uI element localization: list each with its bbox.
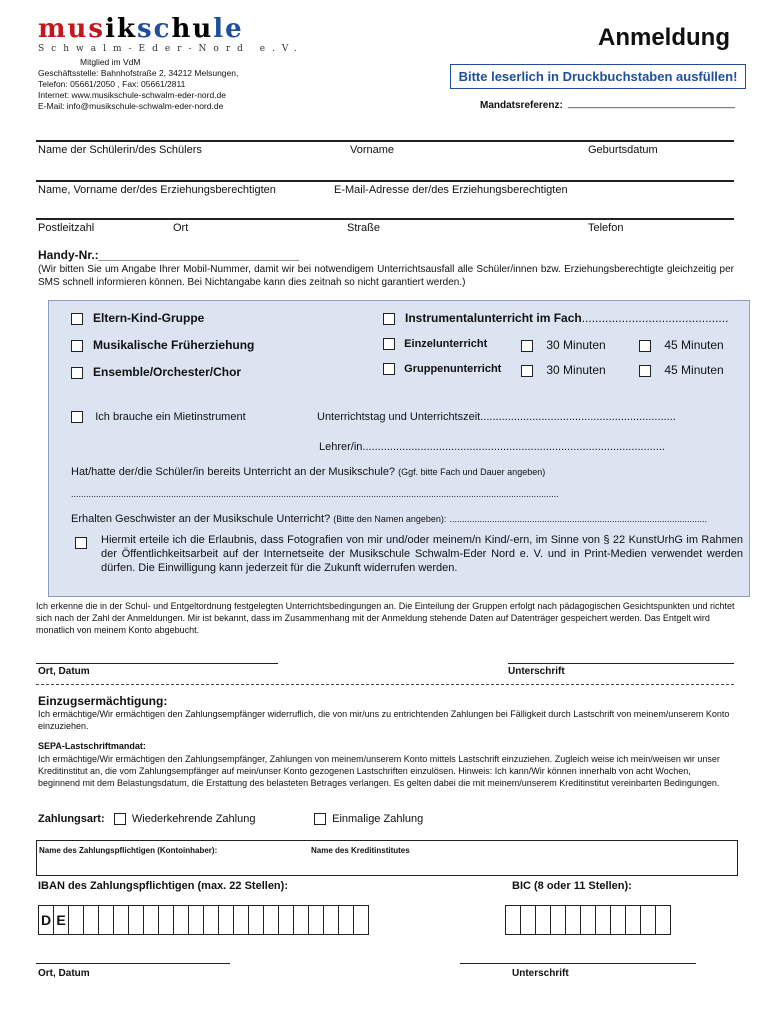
teacher-field[interactable] [319,441,665,453]
iban-cell[interactable] [129,906,144,934]
bic-cell[interactable] [521,906,536,934]
label-guardian: Name, Vorname der/des Erziehungsberechtigten [38,184,276,196]
option-label: Ensemble/Orchester/Chor [93,365,242,379]
bic-cell[interactable] [626,906,641,934]
iban-cell[interactable] [219,906,234,934]
checkbox-icon[interactable] [639,340,651,352]
option-label: Eltern-Kind-Gruppe [93,311,205,325]
option-instrumental[interactable] [383,311,728,325]
prior-lessons-fill-line[interactable]: ................................................................................................................................................................................................... [71,489,559,499]
iban-cell[interactable] [264,906,279,934]
option-frueherziehung[interactable] [71,338,254,352]
question-text: Hat/hatte der/die Schüler/in bereits Unterricht an der Musikschule? [71,466,396,478]
terms-text: Ich erkenne die in der Schul- und Entgeltordnung festgelegten Unterrichtsbedingungen an. Die Einteilung der Gruppen erfolgt nach pädagogischen Gesichtspunkten und richtet sich nach der Zahl der Anmeldungen. Mir ist bekannt, dass im Zusammenhang mit der Anmeldung stehende Daten auf Datenträger gespeichert werden. Das Entgelt wird monatlich von meinem Konto abgebucht. [36,601,735,635]
iban-cell[interactable] [174,906,189,934]
option-label: 45 Minuten [664,338,724,352]
fill-line[interactable]: ....................................................................................................... [449,514,707,524]
logo-text-4: hu [171,14,214,44]
checkbox-icon[interactable] [639,365,651,377]
iban-cell[interactable] [144,906,159,934]
option-einzel-30[interactable] [521,338,606,352]
bic-cell[interactable] [551,906,566,934]
divider [36,218,734,220]
option-label: Gruppenunterricht [404,363,502,375]
option-label: 30 Minuten [546,363,606,377]
checkbox-icon[interactable] [521,365,533,377]
field-label: Lehrer/in [319,441,363,453]
office-address: Geschäftsstelle: Bahnhofstraße 2, 34212 Melsungen, [38,68,239,78]
single-payment-label: Einmalige Zahlung [332,813,424,825]
option-gruppe-30[interactable] [521,363,606,377]
logo-text-2: ik [105,14,137,44]
option-ensemble[interactable] [71,365,241,379]
checkbox-icon[interactable] [71,313,83,325]
checkbox-icon[interactable] [314,813,326,825]
label-first-name: Vorname [350,144,395,156]
option-label: Instrumentalunterricht im Fach [405,311,582,325]
office-phone: Telefon: 05661/2050 , Fax: 05661/2811 [38,79,186,89]
member-note: Mitglied im VdM [80,57,141,67]
course-selection-panel [48,300,750,597]
label-city: Ort [173,222,189,234]
page-title: Anmeldung [598,24,730,51]
iban-cell[interactable] [354,906,368,934]
bic-label: BIC (8 oder 11 Stellen): [512,880,632,892]
iban-cell[interactable] [69,906,84,934]
sepa-mandate-heading: SEPA-Lastschriftmandat: [38,741,146,751]
fill-line[interactable]: ................................................................ [480,411,676,423]
label-phone: Telefon [588,222,624,234]
signature-label: Unterschrift [512,968,569,979]
checkbox-icon[interactable] [71,411,83,423]
option-eltern-kind[interactable] [71,311,204,325]
iban-cell[interactable] [279,906,294,934]
bank-label: Name des Kreditinstitutes [311,846,410,855]
logo-text-1: mus [38,14,106,44]
iban-cell[interactable] [84,906,99,934]
notice-box: Bitte leserlich in Druckbuchstaben ausfüllen! [450,64,746,89]
iban-cell[interactable]: D [39,906,54,934]
photo-consent-text: Hiermit erteile ich die Erlaubnis, dass Fotografien von mir und/oder meinem/n Kind/-ern, im Sinne von § 22 KunstUrhG im Rahmen der Öffentlichkeitsarbeit auf der Internetseite der Musikschule Schwalm-Eder Nord e. V. und in Print-Medien verwendet werden dürfen. Die Einwilligung kann jederzeit für die Zukunft widerrufen werden. [101,534,743,574]
payment-type-label: Zahlungsart: [38,813,105,825]
label-birthdate: Geburtsdatum [588,144,658,156]
iban-cell[interactable] [189,906,204,934]
bic-cell[interactable] [536,906,551,934]
iban-cell[interactable] [99,906,114,934]
instrument-fill-line[interactable]: ............................................ [581,311,729,325]
mobile-note: (Wir bitten Sie um Angabe Ihrer Mobil-Nummer, damit wir bei notwendigem Unterrichtsausfall alle Schüler/innen bzw. Erziehungsberechtigte gleichzeitig per SMS schnell informieren können. Bei Nichtangabe kann dies zeitnah so nicht garantiert werden.) [38,264,734,288]
account-holder-box[interactable] [36,840,738,876]
option-rent-instrument[interactable] [71,411,246,423]
signature-line[interactable] [36,663,278,664]
iban-cell[interactable] [294,906,309,934]
mandate-input-line[interactable]: ______________________________ [568,98,735,109]
logo-text-5: le [213,14,244,44]
option-label: Einzelunterricht [404,338,488,350]
checkbox-icon[interactable] [75,537,87,549]
lesson-day-field[interactable] [317,411,676,423]
field-label: Unterrichtstag und Unterrichtszeit [317,411,481,423]
checkbox-icon[interactable] [383,313,395,325]
bic-cell[interactable] [581,906,596,934]
option-gruppe-45[interactable] [639,363,724,377]
iban-cell[interactable] [204,906,219,934]
cut-line [36,684,734,685]
bic-cell[interactable] [641,906,656,934]
siblings-question [71,513,707,525]
photo-consent-checkbox[interactable] [75,535,87,549]
place-date-label: Ort, Datum [38,666,90,677]
divider [36,180,734,182]
iban-cell[interactable] [309,906,324,934]
iban-input[interactable] [38,905,369,935]
signature-line[interactable] [36,963,230,964]
question-hint: (Bitte den Namen angeben): [333,514,447,524]
option-label: 30 Minuten [546,338,606,352]
signature-line[interactable] [508,663,734,664]
iban-label: IBAN des Zahlungspflichtigen (max. 22 Stellen): [38,880,288,892]
fill-line[interactable]: ................................................................................................... [362,441,665,453]
checkbox-icon[interactable] [71,367,83,379]
divider [36,140,734,142]
iban-cell[interactable] [234,906,249,934]
mobile-field[interactable]: Handy-Nr.:______________________________ [38,248,299,262]
sepa-authorization-text: Ich ermächtige/Wir ermächtigen den Zahlungsempfänger widerruflich, die von mir/uns zu entrichtenden Zahlungen bei Fälligkeit durch Lastschrift von meinem/unserem Konto einzuziehen. [38,709,730,731]
option-label: Musikalische Früherziehung [93,338,255,352]
checkbox-icon[interactable] [383,338,395,350]
logo-text-3: sc [136,14,172,44]
bic-cell[interactable] [566,906,581,934]
question-text: Erhalten Geschwister an der Musikschule Unterricht? [71,513,331,525]
payment-type-row [38,813,255,825]
place-date-label: Ort, Datum [38,968,90,979]
checkbox-icon[interactable] [383,363,395,375]
sepa-mandate-text: Ich ermächtige/Wir ermächtigen den Zahlungsempfänger, Zahlungen von meinem/unserem Konto mittels Lastschrift einzuziehen. Zugleich weise ich mein/weisen wir unser Kreditinstitut an, die vom Zahlungsempfänger auf mein/unser Konto gezogenen Lastschriften einzulösen. Hinweis: Ich kann/Wir können innerhalb von acht Wochen, beginnend mit dem Belastungsdatum, die Erstattung des belasteten Betrages verlangen. Es gelten dabei die mit meinem/unserem Kreditinstitut vereinbarten Bedingungen. [38,754,720,788]
logo-subtitle: Schwalm-Eder-Nord e.V. [38,44,304,54]
checkbox-icon[interactable] [521,340,533,352]
option-label: 45 Minuten [664,363,724,377]
mandate-label: Mandatsreferenz: [480,100,563,111]
logo [38,14,304,54]
iban-cell[interactable] [114,906,129,934]
question-hint: (Ggf. bitte Fach und Dauer angeben) [398,467,546,477]
option-label: Ich brauche ein Mietinstrument [95,411,246,423]
option-gruppe[interactable] [383,363,501,375]
sepa-heading: Einzugsermächtigung: [38,694,168,708]
office-email: E-Mail: info@musikschule-schwalm-eder-nord.de [38,101,224,111]
iban-cell[interactable]: E [54,906,69,934]
account-holder-label: Name des Zahlungspflichtigen (Kontoinhaber): [39,846,218,855]
option-einzel[interactable] [383,338,487,350]
checkbox-icon[interactable] [114,813,126,825]
bic-cell[interactable] [611,906,626,934]
prior-lessons-question [71,466,545,478]
iban-cell[interactable] [324,906,339,934]
recurring-payment-label: Wiederkehrende Zahlung [131,813,256,825]
checkbox-icon[interactable] [71,340,83,352]
iban-cell[interactable] [249,906,264,934]
office-website: Internet: www.musikschule-schwalm-eder-nord.de [38,90,227,100]
bic-input[interactable] [505,905,671,935]
bic-cell[interactable] [656,906,670,934]
signature-label: Unterschrift [508,666,565,677]
label-guardian-email: E-Mail-Adresse der/des Erziehungsberechtigten [334,184,568,196]
signature-line[interactable] [460,963,696,964]
label-student-name: Name der Schülerin/des Schülers [38,144,202,156]
bic-cell[interactable] [506,906,521,934]
iban-cell[interactable] [159,906,174,934]
label-street: Straße [347,222,381,234]
bic-cell[interactable] [596,906,611,934]
label-zip: Postleitzahl [38,222,95,234]
single-payment-option[interactable] [314,813,423,825]
iban-cell[interactable] [339,906,354,934]
option-einzel-45[interactable] [639,338,724,352]
